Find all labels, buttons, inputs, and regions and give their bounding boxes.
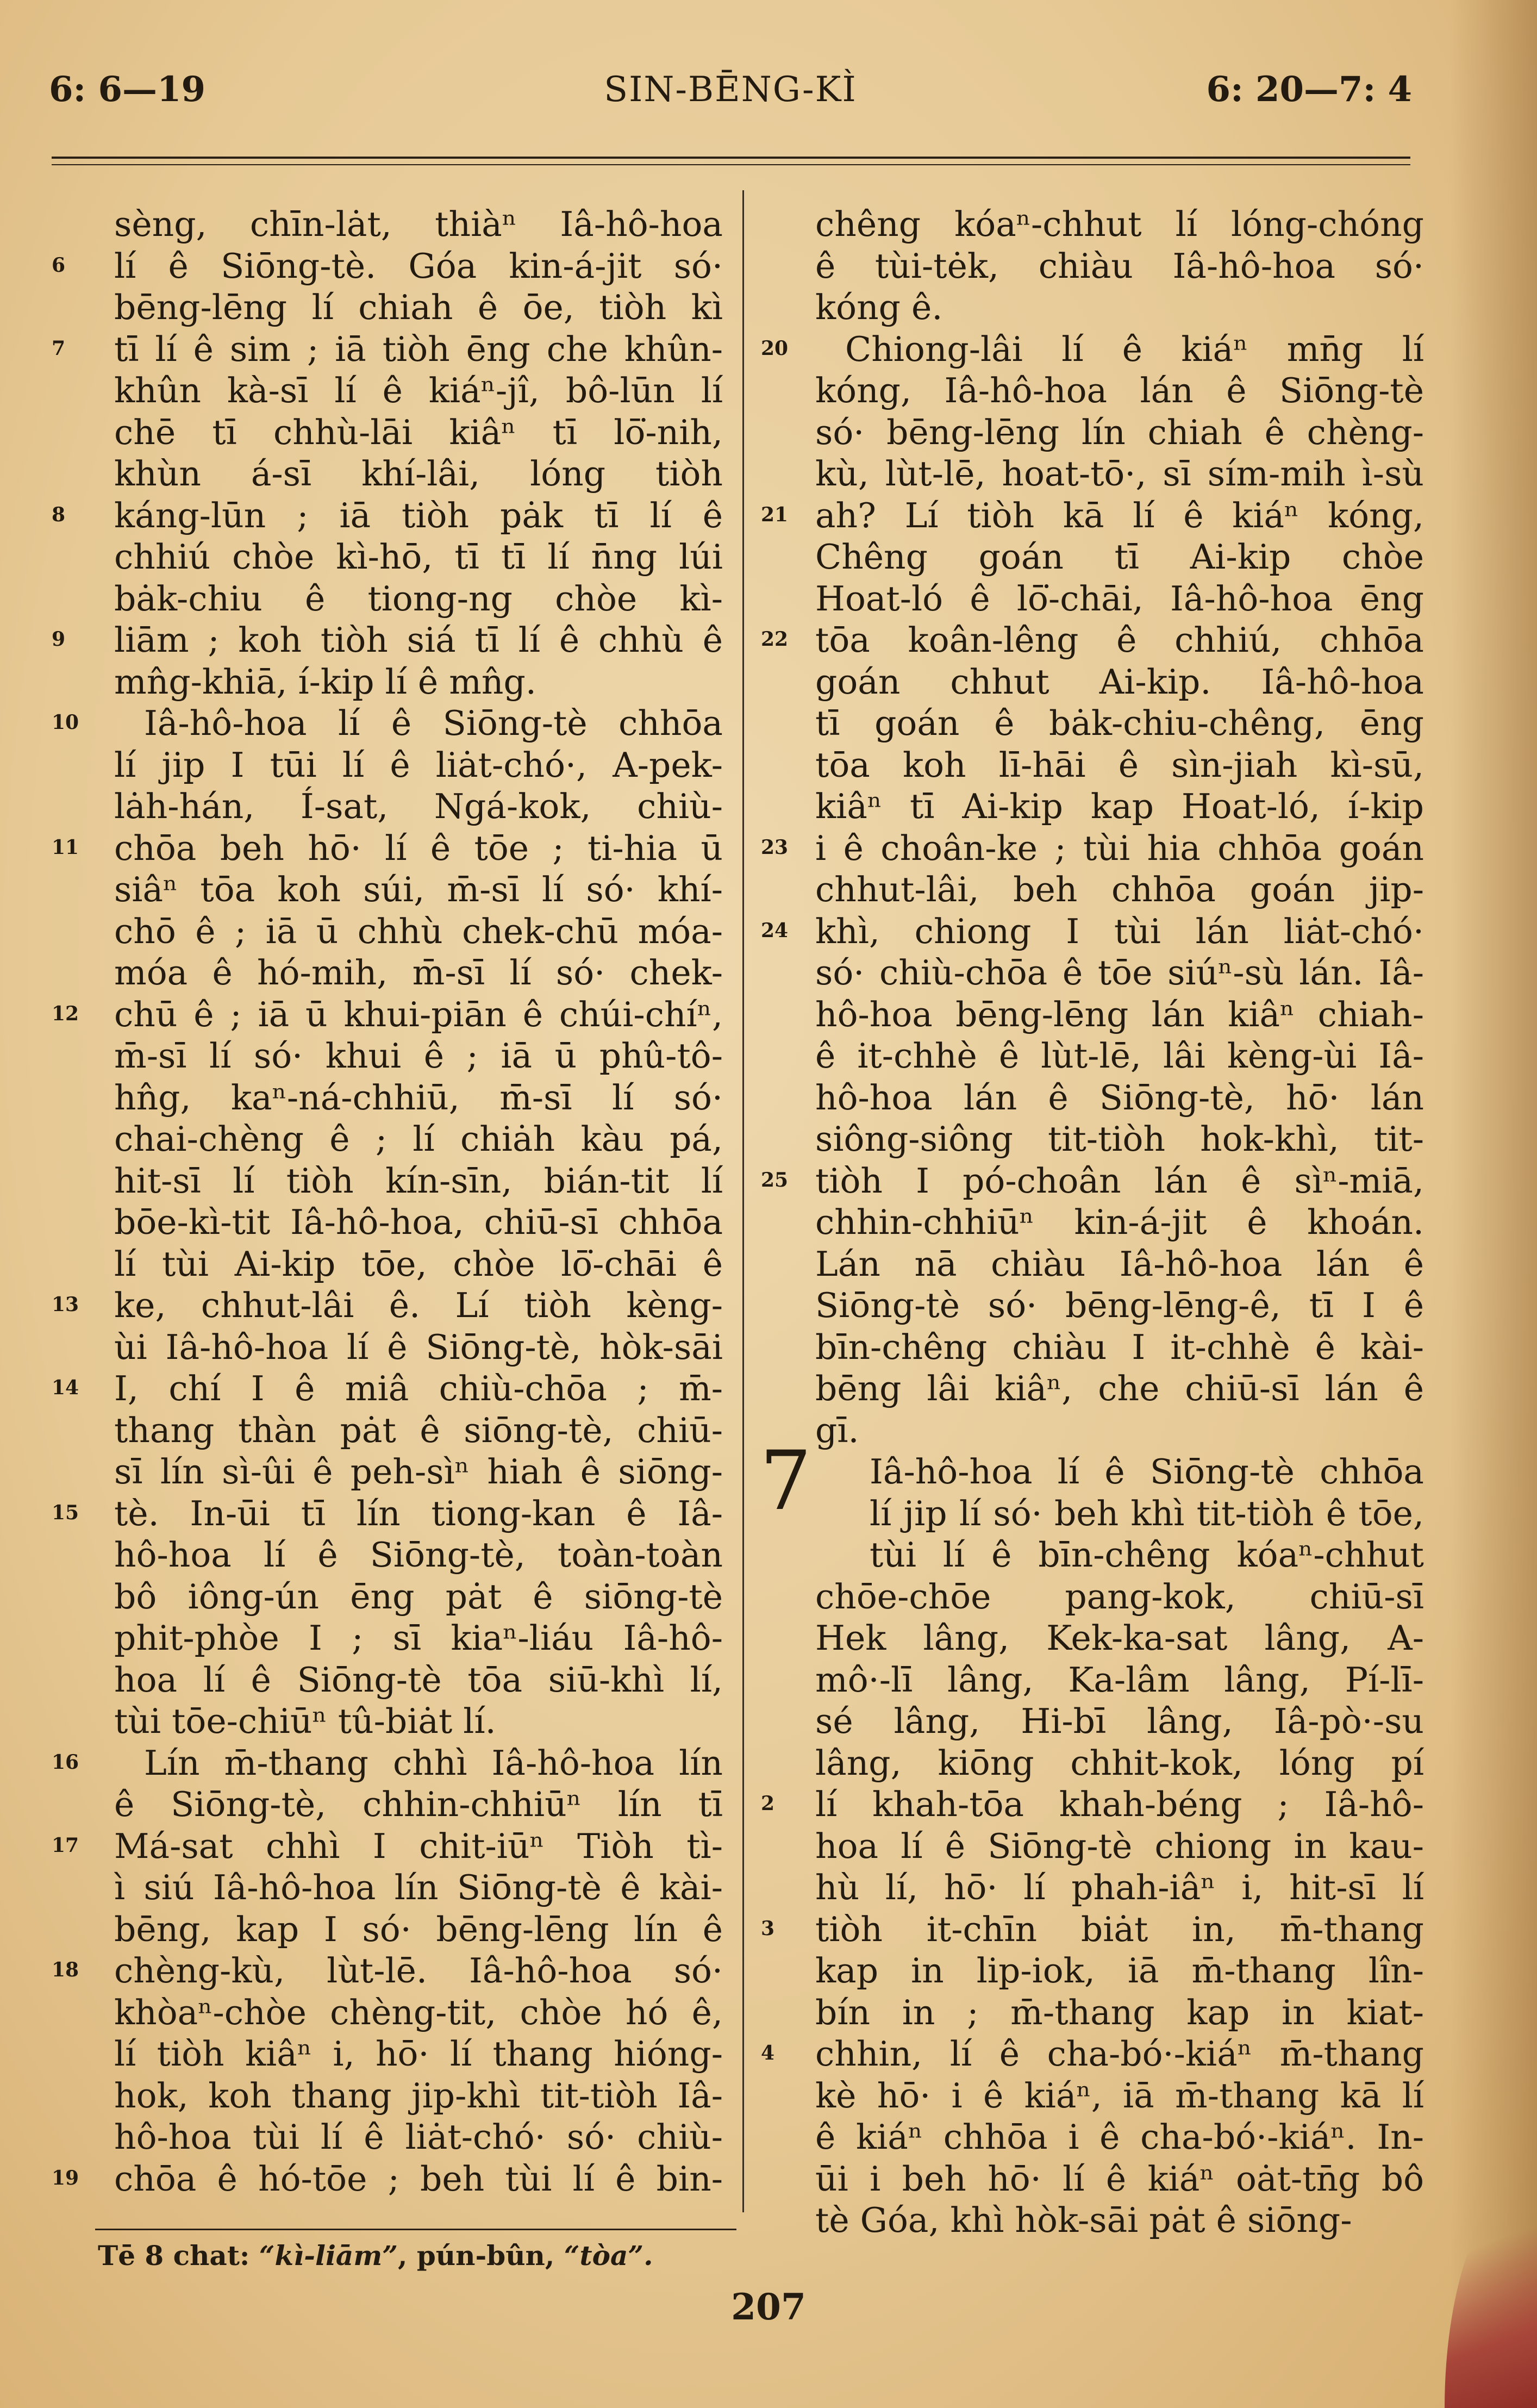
footnote bbox=[98, 2237, 739, 2275]
text-line: hoa lí ê Siōng-tè tōa siū-khì lí, bbox=[114, 1660, 723, 1700]
text-line: Má-sat chhì I chit-iūⁿ Tiòh tì- bbox=[114, 1826, 723, 1866]
text-line: hit-sī lí tiòh kín-sīn, bián-tit lí bbox=[114, 1161, 723, 1201]
verse-number: 9 bbox=[52, 628, 66, 651]
text-line: m̄-sī lí só· khui ê ; iā ū phû-tô- bbox=[114, 1036, 723, 1076]
verse-number: 4 bbox=[761, 2042, 775, 2064]
text-line: ê kiáⁿ chhōa i ê cha-bó·-kiáⁿ. In- bbox=[815, 2117, 1424, 2157]
running-header bbox=[49, 65, 1412, 114]
text-line: ê Siōng-tè, chhin-chhiūⁿ lín tī bbox=[114, 1785, 723, 1824]
footnote-middle: , pún-bûn, bbox=[398, 2239, 555, 2272]
text-line: hô-hoa bēng-lēng lán kiâⁿ chiah- bbox=[815, 994, 1424, 1034]
text-line: hô-hoa tùi lí ê liȧt-chó· só· chiù- bbox=[114, 2117, 723, 2157]
verse-number: 13 bbox=[52, 1293, 79, 1316]
text-line: Iâ-hô-hoa lí ê Siōng-tè chhōa bbox=[870, 1452, 1424, 1492]
verse-number: 21 bbox=[761, 503, 789, 526]
verse-number: 6 bbox=[52, 253, 66, 277]
text-line: hoa lí ê Siōng-tè chiong in kau- bbox=[815, 1826, 1424, 1866]
header-left-reference: 6: 6—19 bbox=[49, 69, 206, 110]
text-line: bōe-kì-tit Iâ-hô-hoa, chiū-sī chhōa bbox=[114, 1202, 723, 1242]
verse-number: 2 bbox=[761, 1792, 775, 1815]
text-line: kóng ê. bbox=[815, 288, 943, 327]
verse-number: 12 bbox=[52, 1002, 79, 1025]
text-line: tiòh it-chīn biȧt in, m̄-thang bbox=[815, 1909, 1424, 1949]
text-line: tōa koân-lêng ê chhiú, chhōa bbox=[815, 620, 1424, 660]
text-line: kiâⁿ tī Ai-kip kap Hoat-ló, í-kip bbox=[815, 787, 1424, 826]
text-line: bēng-lēng lí chiah ê ōe, tiòh kì bbox=[114, 288, 723, 327]
text-line: chhiú chòe kì-hō, tī tī lí n̄ng lúi bbox=[114, 537, 723, 577]
text-line: só· chiù-chōa ê tōe siúⁿ-sù lán. Iâ- bbox=[815, 953, 1424, 993]
text-line: Hek lâng, Kek-ka-sat lâng, A- bbox=[815, 1618, 1424, 1658]
text-line: lí jip lí só· beh khì tit-tiòh ê tōe, bbox=[870, 1493, 1424, 1533]
text-line: chōa ê hó-tōe ; beh tùi lí ê bin- bbox=[114, 2159, 723, 2199]
text-line: bȧk-chiu ê tiong-ng chòe kì- bbox=[114, 578, 723, 619]
text-line: chhin-chhiūⁿ kin-á-jit ê khoán. bbox=[815, 1202, 1424, 1242]
book-title: SIN-BĒNG-KÌ bbox=[604, 70, 857, 110]
text-line: khì, chiong I tùi lán liȧt-chó· bbox=[815, 911, 1424, 951]
verse-number: 8 bbox=[52, 503, 66, 526]
text-line: goán chhut Ai-kip. Iâ-hô-hoa bbox=[815, 662, 1424, 702]
text-line: lí tùi Ai-kip tōe, chòe lō͘-chāi ê bbox=[114, 1244, 723, 1284]
text-line: móa ê hó-mih, m̄-sī lí só· chek- bbox=[114, 953, 723, 993]
text-line: I, chí I ê miâ chiù-chōa ; m̄- bbox=[114, 1369, 723, 1408]
text-line: thang thàn pȧt ê siōng-tè, chiū- bbox=[114, 1410, 723, 1450]
text-line: khûn kà-sī lí ê kiáⁿ-jî, bô-lūn lí bbox=[114, 371, 723, 410]
text-line: Chiong-lâi lí ê kiáⁿ mn̄g lí bbox=[845, 329, 1424, 369]
verse-number: 3 bbox=[761, 1917, 775, 1940]
text-line: lí ê Siōng-tè. Góa kin-á-jit só· bbox=[114, 246, 723, 286]
text-line: mô·-lī lâng, Ka-lâm lâng, Pí-lī- bbox=[815, 1660, 1424, 1700]
text-line: bô iông-ún ēng pȧt ê siōng-tè bbox=[114, 1576, 723, 1617]
verse-number: 11 bbox=[52, 835, 79, 859]
text-line: tōa koh lī-hāi ê sìn-jiah kì-sū, bbox=[815, 745, 1424, 785]
text-line: bín in ; m̄-thang kap in kiat- bbox=[815, 1992, 1424, 2032]
text-line: tè Góa, khì hòk-sāi pȧt ê siōng- bbox=[815, 2200, 1352, 2240]
text-line: tùi tōe-chiūⁿ tû-biȧt lí. bbox=[114, 1701, 496, 1741]
chapter-number: 7 bbox=[760, 1434, 812, 1529]
text-line: Siōng-tè só· bēng-lēng-ê, tī I ê bbox=[815, 1286, 1424, 1325]
text-line: Hoat-ló ê lō͘-chāi, Iâ-hô-hoa ēng bbox=[815, 578, 1424, 619]
text-line: khùn á-sī khí-lâi, lóng tiòh bbox=[114, 454, 723, 494]
verse-number: 19 bbox=[52, 2166, 79, 2189]
verse-number: 14 bbox=[52, 1376, 79, 1399]
text-line: kè hō· i ê kiáⁿ, iā m̄-thang kā lí bbox=[815, 2075, 1424, 2116]
text-line: tī lí ê sim ; iā tiòh ēng che khûn- bbox=[114, 329, 723, 369]
text-line: ah? Lí tiòh kā lí ê kiáⁿ kóng, bbox=[815, 495, 1424, 535]
verse-number: 23 bbox=[761, 835, 789, 859]
verse-number: 18 bbox=[52, 1958, 79, 1981]
text-line: chū ê ; iā ū khui-piān ê chúi-chíⁿ, bbox=[114, 994, 723, 1034]
verse-number: 10 bbox=[52, 711, 79, 734]
text-line: kóng, Iâ-hô-hoa lán ê Siōng-tè bbox=[815, 371, 1424, 410]
text-line: tī goán ê bȧk-chiu-chêng, ēng bbox=[815, 703, 1424, 743]
verse-number: 22 bbox=[761, 628, 789, 651]
text-line: ê tùi-tėk, chiàu Iâ-hô-hoa só· bbox=[815, 246, 1424, 286]
footnote-word-2: “tòa”. bbox=[564, 2239, 653, 2272]
column-divider bbox=[742, 190, 744, 2212]
text-line: kù, lùt-lē, hoat-tō·, sī sím-mih ì-sù bbox=[815, 454, 1424, 494]
right-text-column bbox=[815, 204, 1424, 2242]
verse-number: 24 bbox=[761, 919, 789, 942]
text-line: hok, koh thang jip-khì tit-tiòh Iâ- bbox=[114, 2075, 723, 2116]
text-line: bīn-chêng chiàu I it-chhè ê kài- bbox=[815, 1327, 1424, 1367]
text-line: tè. In-ūi tī lín tiong-kan ê Iâ- bbox=[114, 1493, 723, 1533]
text-line: chōa beh hō· lí ê tōe ; ti-hia ū bbox=[114, 828, 723, 868]
text-line: ê it-chhè ê lùt-lē, lâi kèng-ùi Iâ- bbox=[815, 1036, 1424, 1076]
verse-number: 17 bbox=[52, 1833, 79, 1857]
text-line: phit-phòe I ; sī kiaⁿ-liáu Iâ-hô- bbox=[114, 1618, 723, 1658]
text-line: ùi Iâ-hô-hoa lí ê Siōng-tè, hòk-sāi bbox=[114, 1327, 723, 1367]
text-line: hù lí, hō· lí phah-iâⁿ i, hit-sī lí bbox=[815, 1868, 1424, 1907]
text-line: lí jip I tūi lí ê liȧt-chó·, A-pek- bbox=[114, 745, 723, 785]
text-line: mn̂g-khiā, í-kip lí ê mn̂g. bbox=[114, 662, 536, 702]
page-number: 207 bbox=[731, 2286, 806, 2328]
verse-number: 25 bbox=[761, 1168, 789, 1191]
text-line: káng-lūn ; iā tiòh pȧk tī lí ê bbox=[114, 495, 723, 535]
verse-number: 20 bbox=[761, 336, 789, 360]
text-line: chèng-kù, lùt-lē. Iâ-hô-hoa só· bbox=[114, 1951, 723, 1991]
text-line: lí tiòh kiâⁿ i, hō· lí thang hióng- bbox=[114, 2034, 723, 2074]
text-line: Lín m̄-thang chhì Iâ-hô-hoa lín bbox=[144, 1743, 723, 1783]
text-line: ì siú Iâ-hô-hoa lín Siōng-tè ê kài- bbox=[114, 1868, 723, 1907]
text-line: kap in lip-iok, iā m̄-thang lîn- bbox=[815, 1951, 1424, 1991]
text-line: chhut-lâi, beh chhōa goán jip- bbox=[815, 870, 1424, 909]
text-line: liām ; koh tiòh siá tī lí ê chhù ê bbox=[114, 620, 723, 660]
text-line: Chêng goán tī Ai-kip chòe bbox=[815, 537, 1424, 577]
footnote-rule bbox=[95, 2229, 736, 2230]
text-line: sèng, chīn-lȧt, thiàⁿ Iâ-hô-hoa bbox=[114, 204, 723, 244]
text-line: chō ê ; iā ū chhù chek-chū móa- bbox=[114, 911, 723, 951]
text-line: lí khah-tōa khah-béng ; Iâ-hô- bbox=[815, 1785, 1424, 1824]
text-line: hô-hoa lán ê Siōng-tè, hō· lán bbox=[815, 1077, 1424, 1118]
text-line: chêng kóaⁿ-chhut lí lóng-chóng bbox=[815, 204, 1424, 244]
text-line: sé lâng, Hi-bī lâng, Iâ-pò·-su bbox=[815, 1701, 1424, 1741]
text-line: sī lín sì-ûi ê peh-sìⁿ hiah ê siōng- bbox=[114, 1452, 723, 1492]
text-line: hn̂g, kaⁿ-ná-chhiū, m̄-sī lí só· bbox=[114, 1077, 723, 1118]
footnote-prefix: Tē 8 chat: bbox=[98, 2239, 250, 2272]
text-line: bēng, kap I só· bēng-lēng lín ê bbox=[114, 1909, 723, 1949]
text-line: Lán nā chiàu Iâ-hô-hoa lán ê bbox=[815, 1244, 1424, 1284]
text-line: Iâ-hô-hoa lí ê Siōng-tè chhōa bbox=[144, 703, 723, 743]
text-line: tiòh I pó-choân lán ê sìⁿ-miā, bbox=[815, 1161, 1424, 1201]
text-line: tùi lí ê bīn-chêng kóaⁿ-chhut bbox=[870, 1535, 1424, 1575]
text-line: siâⁿ tōa koh súi, m̄-sī lí só· khí- bbox=[114, 870, 723, 909]
footnote-word-1: “kì-liām” bbox=[259, 2239, 398, 2272]
text-line: khòaⁿ-chòe chèng-tit, chòe hó ê, bbox=[114, 1992, 723, 2032]
text-line: gī. bbox=[815, 1410, 859, 1450]
text-line: chhin, lí ê cha-bó·-kiáⁿ m̄-thang bbox=[815, 2034, 1424, 2074]
text-line: lȧh-hán, Í-sat, Ngá-kok, chiù- bbox=[114, 787, 723, 826]
text-line: lâng, kiōng chhit-kok, lóng pí bbox=[815, 1743, 1424, 1783]
header-right-reference: 6: 20—7: 4 bbox=[1206, 69, 1412, 110]
text-line: chai-chèng ê ; lí chiȧh kàu pá, bbox=[114, 1119, 723, 1159]
text-line: chōe-chōe pang-kok, chiū-sī bbox=[815, 1576, 1424, 1617]
text-line: i ê choân-ke ; tùi hia chhōa goán bbox=[815, 828, 1424, 868]
page-edge-shadow bbox=[1450, 0, 1537, 2408]
verse-number: 16 bbox=[52, 1750, 79, 1774]
text-line: hô-hoa lí ê Siōng-tè, toàn-toàn bbox=[114, 1535, 723, 1575]
text-line: ūi i beh hō· lí ê kiáⁿ oȧt-tn̄g bô bbox=[815, 2159, 1424, 2199]
text-line: só· bēng-lēng lín chiah ê chèng- bbox=[815, 412, 1424, 452]
header-rule-thick bbox=[52, 157, 1410, 159]
verse-number: 7 bbox=[52, 336, 66, 360]
left-text-column bbox=[114, 204, 723, 2200]
text-line: ke, chhut-lâi ê. Lí tiòh kèng- bbox=[114, 1286, 723, 1325]
text-line: siông-siông tit-tiòh hok-khì, tit- bbox=[815, 1119, 1424, 1159]
header-rule-thin bbox=[52, 164, 1410, 165]
verse-number: 15 bbox=[52, 1501, 79, 1524]
text-line: chē tī chhù-lāi kiâⁿ tī lō͘-nih, bbox=[114, 412, 723, 452]
text-line: bēng lâi kiâⁿ, che chiū-sī lán ê bbox=[815, 1369, 1424, 1408]
